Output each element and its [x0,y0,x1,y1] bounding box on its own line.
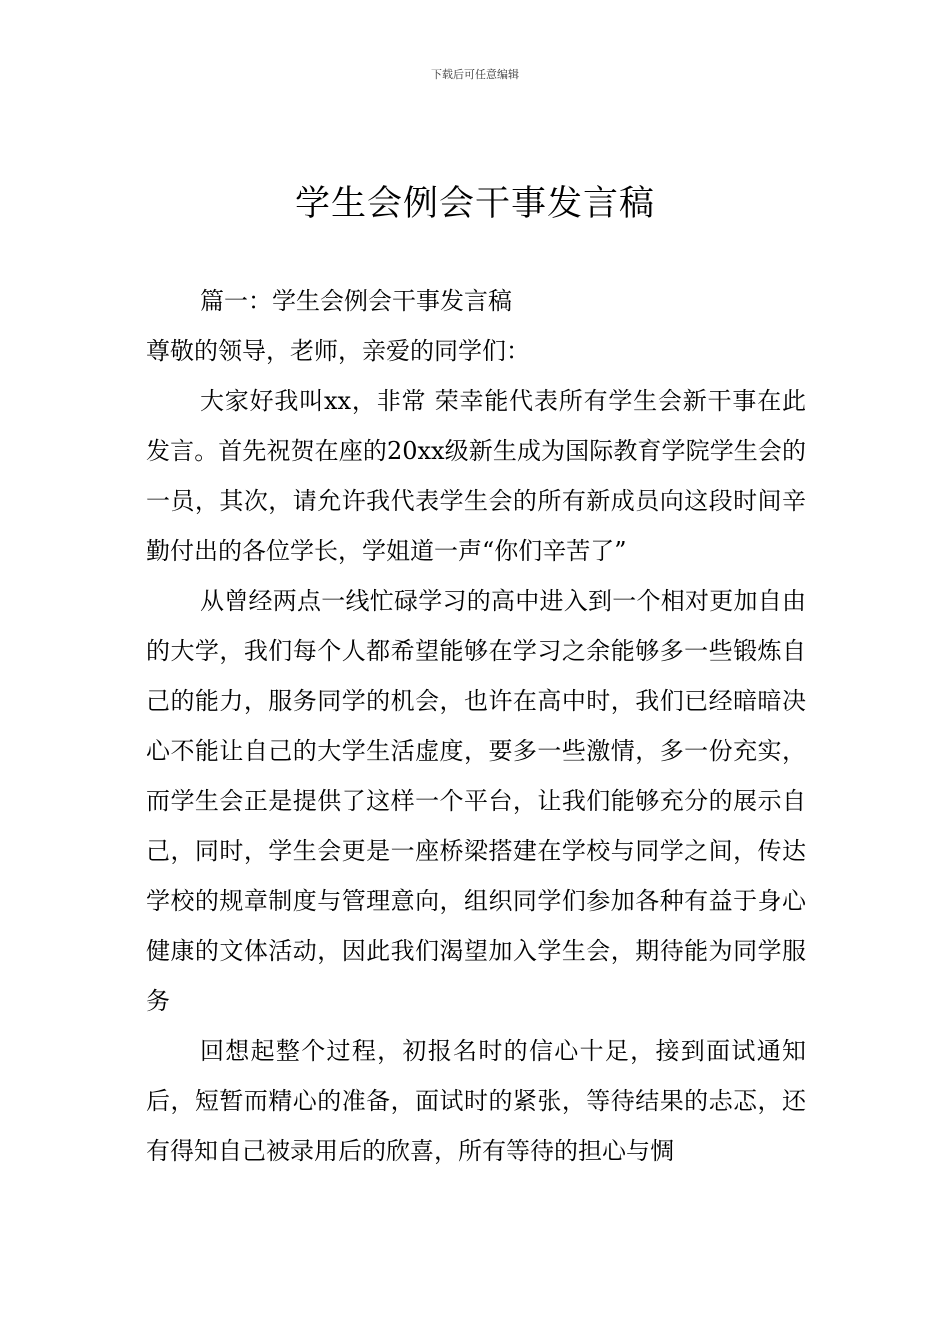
header-note: 下载后可任意编辑 [431,68,519,81]
document-title: 学生会例会干事发言稿 [294,184,655,224]
section-heading: 篇一：学生会例会干事发言稿 [200,287,512,315]
body-paragraph-2: 从曾经两点一线忙碌学习的高中进入到一个相对更加自由的大学，我们每个人都希望能够在学习之余能够多一些锻炼自己的能力，服务同学的机会，也许在高中时，我们已经暗暗决心不能让自己的大学生活虚度，要多一些激情，多一份充实，而学生会正是提供了这样一个平台，让我们能够充分的展示自己，同时，学生会更是一座桥梁搭建在学校与同学之间，传达学校的规章制度与管理意向，组织同学们参加各种有益于身心健康的文体活动，因此我们渴望加入学生会，期待能为同学服务 [146,587,806,1015]
body-paragraph-3: 回想起整个过程，初报名时的信心十足，接到面试通知后，短暂而精心的准备，面试时的紧张，等待结果的忐忑，还有得知自己被录用后的欣喜，所有等待的担心与惆 [146,1037,806,1165]
document-body [146,276,806,1176]
salutation: 尊敬的领导，老师，亲爱的同学们： [146,337,530,365]
body-paragraph-1: 大家好我叫xx，非常 荣幸能代表所有学生会新干事在此发言。首先祝贺在座的20xx级新生成为国际教育学院学生会的一员，其次，请允许我代表学生会的所有新成员向这段时间辛勤付出的各位学长，学姐道一声“你们辛苦了” [146,387,806,565]
